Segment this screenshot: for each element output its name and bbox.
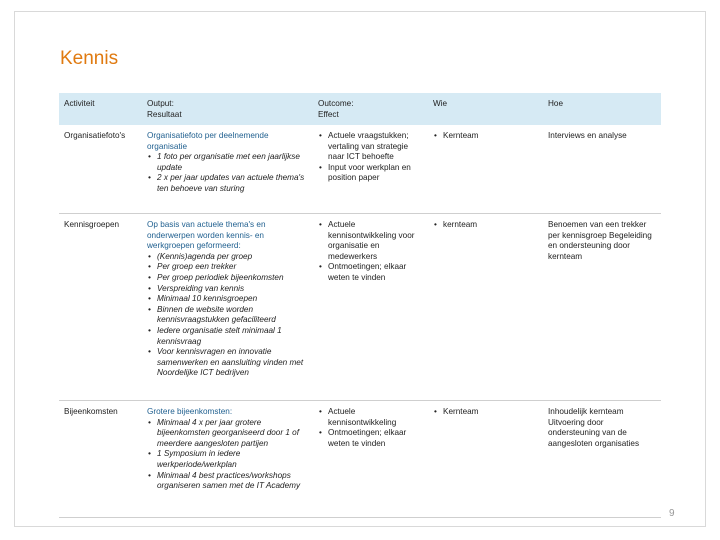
list-item: • Input voor werkplan en position paper	[328, 163, 423, 184]
table-row	[59, 214, 661, 401]
list-item: • kernteam	[443, 220, 538, 231]
cell-activiteit: Organisatiefoto's	[59, 125, 142, 214]
cell-wie	[428, 214, 543, 401]
list-item: • Kernteam	[443, 131, 538, 142]
cell-wie	[428, 401, 543, 518]
table-header-row	[59, 93, 661, 125]
cell-output	[142, 214, 313, 401]
cell-hoe: Inhoudelijk kernteam Uitvoering door ondersteuning van de aangesloten organisaties	[543, 401, 661, 518]
output-list	[147, 418, 308, 492]
output-lead: Organisatiefoto per deelnemende organisatie	[147, 131, 269, 151]
cell-hoe: Interviews en analyse	[543, 125, 661, 214]
cell-wie	[428, 125, 543, 214]
wie-list	[433, 407, 538, 418]
outcome-list	[318, 131, 423, 184]
list-item: • Per groep periodiek bijeenkomsten	[157, 273, 308, 284]
kennis-table	[59, 93, 661, 518]
header-hoe: Hoe	[543, 93, 661, 125]
list-item: • Actuele kennisontwikkeling	[328, 407, 423, 428]
list-item: • Kernteam	[443, 407, 538, 418]
outcome-list	[318, 220, 423, 284]
list-item: • Ontmoetingen; elkaar weten te vinden	[328, 262, 423, 283]
list-item: • Per groep een trekker	[157, 262, 308, 273]
list-item: • 2 x per jaar updates van actuele thema's ten behoeve van sturing	[157, 173, 308, 194]
cell-output	[142, 125, 313, 214]
page-number: 9	[669, 508, 675, 519]
list-item: • Verspreiding van kennis	[157, 284, 308, 295]
output-list	[147, 252, 308, 379]
header-output: Output: Resultaat	[142, 93, 313, 125]
cell-outcome	[313, 125, 428, 214]
output-lead: Grotere bijeenkomsten:	[147, 407, 233, 416]
list-item: • Minimaal 10 kennisgroepen	[157, 294, 308, 305]
output-list	[147, 152, 308, 194]
wie-list	[433, 220, 538, 231]
output-lead: Op basis van actuele thema's en onderwerpen worden kennis- en werkgroepen geformeerd:	[147, 220, 266, 251]
list-item: • Voor kennisvragen en innovatie samenwerken en aansluiting vinden met Noordelijke ICT bedrijven	[157, 347, 308, 379]
cell-outcome	[313, 401, 428, 518]
list-item: • 1 foto per organisatie met een jaarlijkse update	[157, 152, 308, 173]
table-row	[59, 401, 661, 518]
header-wie: Wie	[428, 93, 543, 125]
cell-activiteit: Kennisgroepen	[59, 214, 142, 401]
table-row	[59, 125, 661, 214]
page-title: Kennis	[60, 48, 119, 69]
list-item: • (Kennis)agenda per groep	[157, 252, 308, 263]
list-item: • Minimaal 4 x per jaar grotere bijeenkomsten georganiseerd door 1 of meerdere aangesloten partijen	[157, 418, 308, 450]
wie-list	[433, 131, 538, 142]
list-item: • Actuele vraagstukken; vertaling van strategie naar ICT behoefte	[328, 131, 423, 163]
list-item: • Ontmoetingen; elkaar weten te vinden	[328, 428, 423, 449]
list-item: • Binnen de website worden kennisvraagstukken gefaciliteerd	[157, 305, 308, 326]
cell-outcome	[313, 214, 428, 401]
cell-activiteit: Bijeenkomsten	[59, 401, 142, 518]
header-activiteit: Activiteit	[59, 93, 142, 125]
list-item: • Actuele kennisontwikkeling voor organisatie en medewerkers	[328, 220, 423, 262]
list-item: • Minimaal 4 best practices/workshops organiseren samen met de IT Academy	[157, 471, 308, 492]
cell-output	[142, 401, 313, 518]
cell-hoe: Benoemen van een trekker per kennisgroep Begeleiding en ondersteuning door kernteam	[543, 214, 661, 401]
header-outcome: Outcome: Effect	[313, 93, 428, 125]
list-item: • Iedere organisatie stelt minimaal 1 kennisvraag	[157, 326, 308, 347]
list-item: • 1 Symposium in iedere werkperiode/werkplan	[157, 449, 308, 470]
outcome-list	[318, 407, 423, 449]
